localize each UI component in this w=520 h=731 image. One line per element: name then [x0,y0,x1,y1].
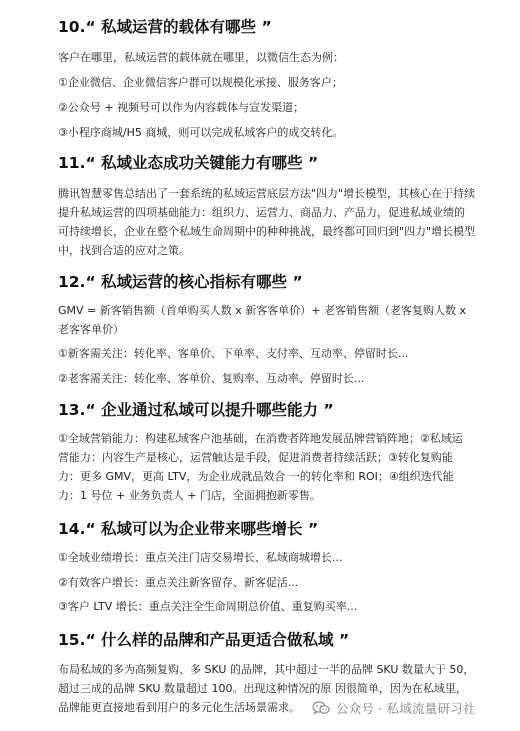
section-10-heading: 10.“ 私域运营的载体有哪些 ” [58,18,272,36]
section-11-line-2: 提升私域运营的四项基础能力：组织力、运营力、商品力、产品力，促进私域业绩的 [58,206,465,219]
wechat-icon [312,701,330,715]
section-11-line-1: 腾讯智慧零售总结出了一套系统的私域运营底层方法"四力"增长模型，其核心在于持续 [58,187,476,200]
section-15-heading: 15.“ 什么样的品牌和产品更适合做私域 ” [58,631,350,649]
section-14-line-1: ①全域业绩增长：重点关注门店交易增长、私域商城增长... [58,551,343,564]
section-14-line-3: ③客户 LTV 增长：重点关注全生命周期总价值、重复购买率... [58,600,358,613]
watermark-text: 公众号 · 私域流量研习社 [336,701,476,716]
section-12-heading: 12.“ 私域运营的核心指标有哪些 ” [58,273,303,291]
section-15-line-1: 布局私域的多为高频复购、多 SKU 的品牌，其中超过一半的品牌 SKU 数量大于 50， [58,663,475,676]
section-13-heading: 13.“ 企业通过私域可以提升哪些能力 ” [58,401,334,419]
section-10-line-2: ①企业微信、企业微信客户群可以规模化承接、服务客户； [58,76,343,89]
section-11-line-3: 可持续增长，企业在整个私域生命周期中的种种挑战，最终都可回归到"四力"增长模型 [58,225,476,238]
section-13-line-1: ①全域营销能力：构建私域客户池基础，在消费者阵地发展品牌营销阵地；②私域运 [58,432,463,445]
section-10-line-3: ②公众号 + 视频号可以作为内容载体与宣发渠道； [58,101,305,114]
section-12-line-1: GMV = 新客销售额（首单购买人数 x 新客客单价）+ 老客销售额（老客复购人数 x [58,304,466,317]
section-13-line-2: 营能力：内容生产是核心，运营触达是手段，促进消费者持续活跃；③转化复购能 [58,451,453,464]
section-12-line-3: ①新客需关注：转化率、客单价、下单率、支付率、互动率、停留时长... [58,347,409,360]
section-15-line-2: 超过三成的品牌 SKU 数量超过 100。出现这种情况的原 因很简单，因为在私域里， [58,682,467,695]
section-13-line-4: 力：1 号位 + 业务负责人 + 门店，全面拥抱新零售。 [58,489,321,502]
section-10-line-1: 客户在哪里，私域运营的载体就在哪里，以微信生态为例： [58,51,344,64]
section-14-line-2: ②有效客户增长：重点关注新客留存、新客促活... [58,576,299,589]
section-15-line-3: 品牌能更直接地看到用户的多元化生活场景需求。 [58,701,300,714]
section-12-line-2: 老客客单价） [58,323,124,336]
section-11-heading: 11.“ 私域业态成功关键能力有哪些 ” [58,154,319,172]
section-12-line-4: ②老客需关注：转化率、客单价、复购率、互动率、停留时长... [58,372,365,385]
section-10-line-4: ③小程序商城/H5 商城，则可以完成私域客户的成交转化。 [58,126,344,139]
section-14-heading: 14.“ 私域可以为企业带来哪些增长 ” [58,520,319,538]
wechat-watermark [312,697,476,719]
section-11-line-4: 中，找到合适的应对之策。 [58,244,190,257]
section-13-line-3: 力：更多 GMV，更高 LTV，为企业成就品效合 一的转化率和 ROI；④组织迭代能 [58,470,454,483]
